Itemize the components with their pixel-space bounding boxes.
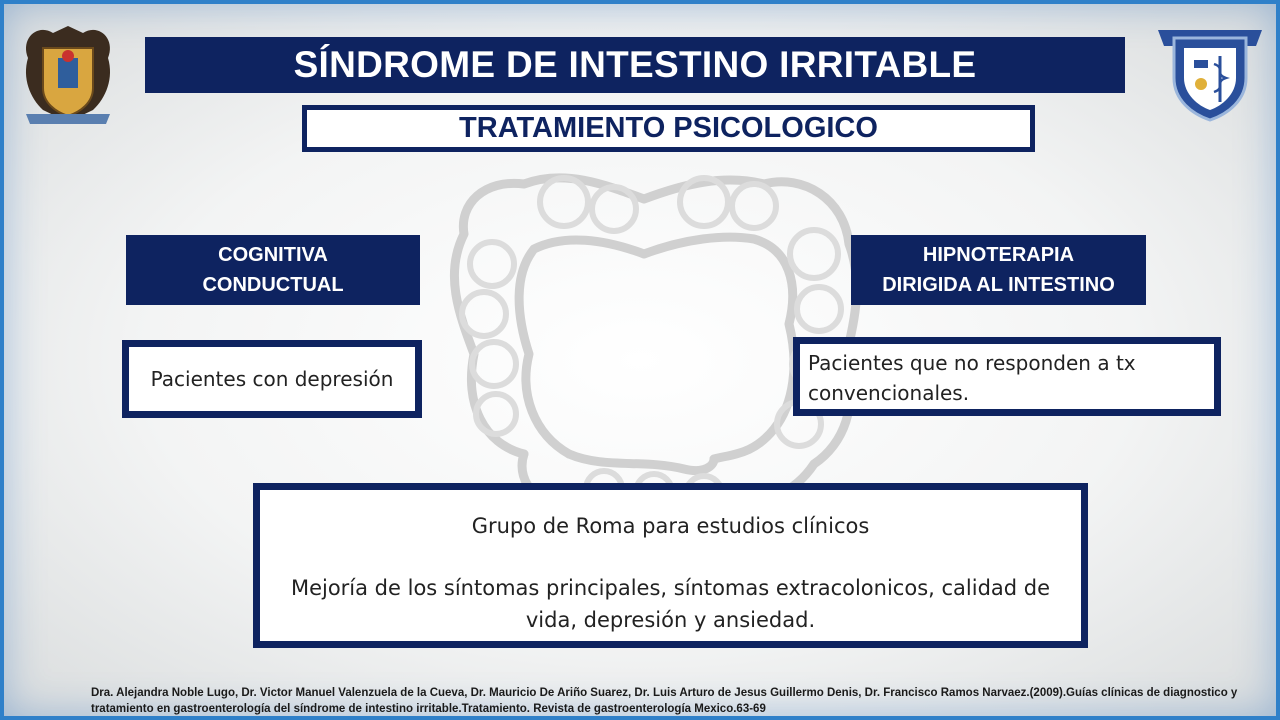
bibliographic-reference: Dra. Alejandra Noble Lugo, Dr. Victor Manuel Valenzuela de la Cueva, Dr. Mauricio De Ariño Suarez, Dr. Luis Arturo de Jesus Guillermo Denis, Dr. Francisco Ramos Narvaez.(2009).Guías clínicas de diagnostico y tratamiento en gastroenterología del síndrome de intestino irritable.Tratamiento. Revista de gastroenterología Mexico.63-69 xyxy=(91,687,1238,715)
section-subtitle: TRATAMIENTO PSICOLOGICO xyxy=(302,105,1035,152)
summary-line-1: Grupo de Roma para estudios clínicos xyxy=(471,514,870,538)
hypnotherapy-heading: HIPNOTERAPIA DIRIGIDA AL INTESTINO xyxy=(851,235,1146,305)
summary-line-2: Mejoría de los síntomas principales, síntomas extracolonicos, calidad de vida, depresión y ansiedad. xyxy=(290,576,1051,632)
cognitive-behavioral-heading: COGNITIVA CONDUCTUAL xyxy=(126,235,420,305)
page-title: SÍNDROME DE INTESTINO IRRITABLE xyxy=(145,37,1125,93)
hypnotherapy-description: Pacientes que no responden a tx convencionales. xyxy=(793,337,1221,416)
rome-group-summary xyxy=(253,483,1088,648)
cognitive-behavioral-description: Pacientes con depresión xyxy=(122,340,422,418)
university-crest-icon xyxy=(18,18,118,126)
medical-school-shield-icon xyxy=(1156,16,1264,124)
summary-spacer xyxy=(284,542,1057,572)
